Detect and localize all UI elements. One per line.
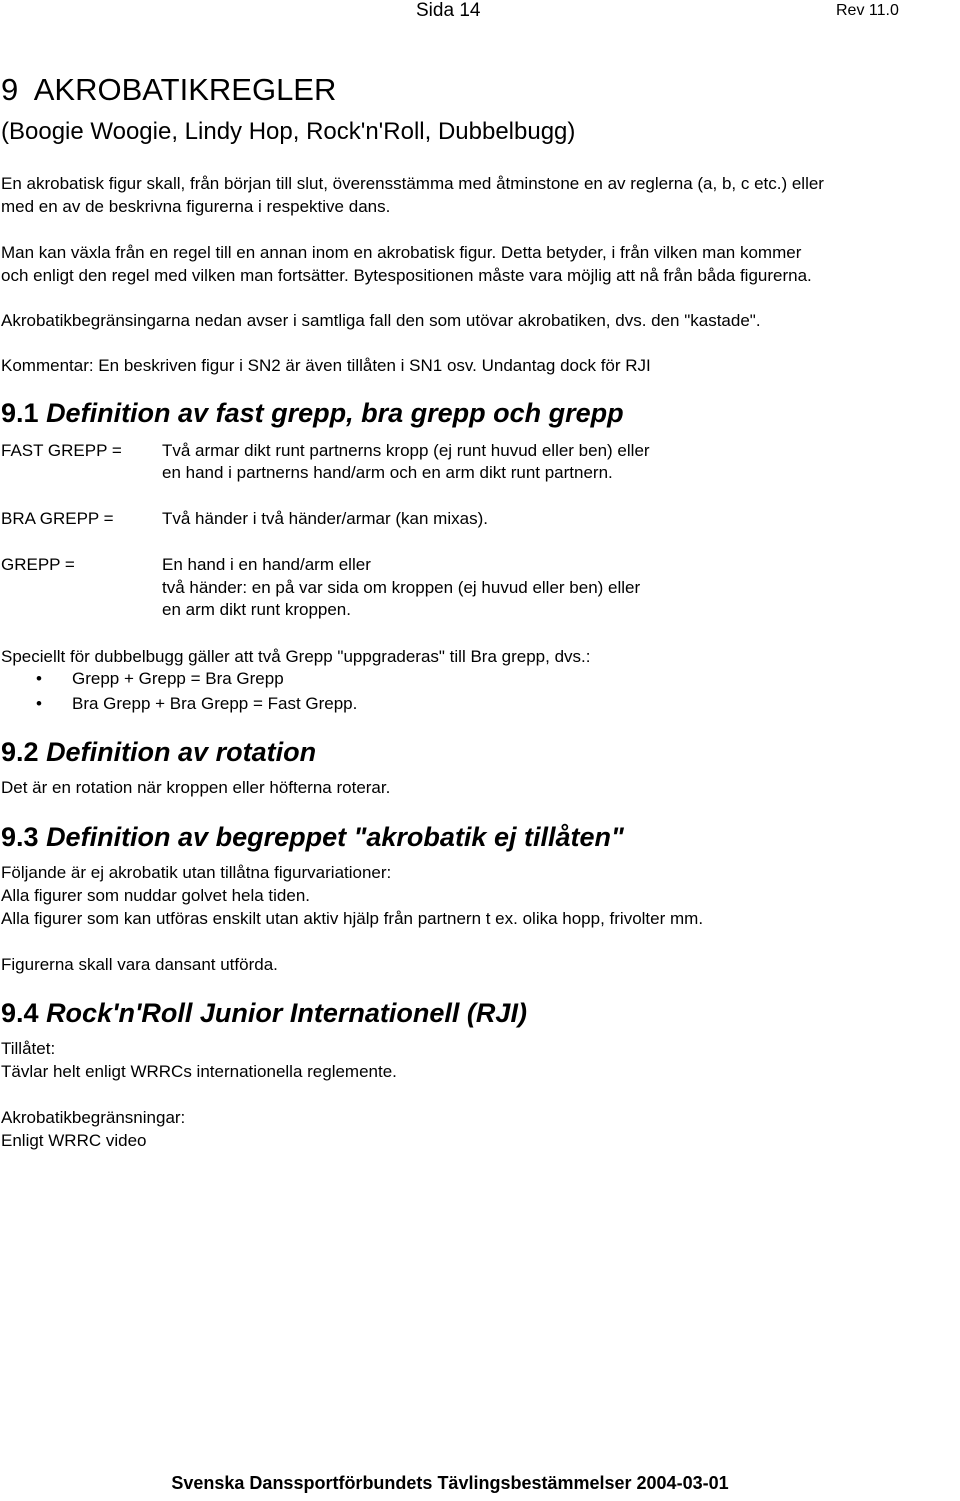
page-label: Sida <box>416 0 455 21</box>
fast-grepp-def-line-1: Två armar dikt runt partnerns kropp (ej runt huvud eller ben) eller <box>162 441 650 460</box>
intro-paragraph-4: Kommentar: En beskriven figur i SN2 är även tillåten i SN1 osv. Undantag dock för RJI <box>1 356 651 375</box>
intro-paragraph-2-line-1: Man kan växla från en regel till en annan inom en akrobatisk figur. Detta betyder, i från vilken man kommer <box>1 243 802 262</box>
section-9-3-line-3: Alla figurer som kan utföras enskilt utan aktiv hjälp från partnern t ex. olika hopp, frivolter mm. <box>1 909 704 928</box>
section-9-1-heading <box>1 398 624 429</box>
fast-grepp-def-line-2: en hand i partnerns hand/arm och en arm dikt runt partnern. <box>162 463 613 482</box>
section-9-4-number: 9.4 <box>1 998 39 1028</box>
intro-paragraph-1-line-1: En akrobatisk figur skall, från början till slut, överensstämma med åtminstone en av reglerna (a, b, c etc.) eller <box>1 174 824 193</box>
chapter-subtitle: (Boogie Woogie, Lindy Hop, Rock'n'Roll, Dubbelbugg) <box>1 118 576 145</box>
grepp-def-line-1: En hand i en hand/arm eller <box>162 555 371 574</box>
allowed-label: Tillåtet: <box>1 1039 56 1058</box>
section-9-3-heading <box>1 822 624 853</box>
intro-paragraph-3: Akrobatikbegränsingarna nedan avser i samtliga fall den som utövar akrobatiken, dvs. den "kastade". <box>1 311 761 330</box>
grepp-def-line-3: en arm dikt runt kroppen. <box>162 600 351 619</box>
section-9-2-number: 9.2 <box>1 737 39 767</box>
chapter-title: 9 AKROBATIKREGLER <box>1 72 337 107</box>
acrobatic-limits-text: Enligt WRRC video <box>1 1131 147 1150</box>
page-number <box>416 0 480 22</box>
intro-paragraph-1-line-2: med en av de beskrivna figurerna i respektive dans. <box>1 197 391 216</box>
section-9-2-title: Definition av rotation <box>46 737 317 767</box>
bullet-marker: • <box>36 694 42 713</box>
section-9-4-title: Rock'n'Roll Junior Internationell (RJI) <box>46 998 527 1028</box>
bullet-item-2: Bra Grepp + Bra Grepp = Fast Grepp. <box>72 694 358 713</box>
fast-grepp-term: FAST GREPP = <box>1 441 122 460</box>
document-footer: Svenska Danssportförbundets Tävlingsbestämmelser 2004-03-01 <box>171 1473 729 1493</box>
allowed-text: Tävlar helt enligt WRRCs internationella reglemente. <box>1 1062 397 1081</box>
intro-paragraph-2-line-2: och enligt den regel med vilken man fortsätter. Bytespositionen måste vara möjlig att nå från båda figurerna. <box>1 266 812 285</box>
acrobatic-limits-label: Akrobatikbegränsningar: <box>1 1108 186 1127</box>
bra-grepp-def: Två händer i två händer/armar (kan mixas). <box>162 509 488 528</box>
bullet-item-1: Grepp + Grepp = Bra Grepp <box>72 669 284 688</box>
section-9-3-line-4: Figurerna skall vara dansant utförda. <box>1 955 278 974</box>
section-9-4-heading <box>1 998 527 1029</box>
dubbelbugg-note: Speciellt för dubbelbugg gäller att två Grepp "uppgraderas" till Bra grepp, dvs.: <box>1 647 591 666</box>
section-9-1-title: Definition av fast grepp, bra grepp och grepp <box>46 398 624 428</box>
section-9-3-number: 9.3 <box>1 822 39 852</box>
grepp-def-line-2: två händer: en på var sida om kroppen (ej huvud eller ben) eller <box>162 578 641 597</box>
section-9-3-title: Definition av begreppet "akrobatik ej tillåten" <box>46 822 624 852</box>
page-number-value: 14 <box>459 0 481 21</box>
section-9-2-heading <box>1 737 316 768</box>
revision-label: Rev 11.0 <box>836 2 899 19</box>
rotation-definition: Det är en rotation när kroppen eller höfterna roterar. <box>1 778 391 797</box>
bra-grepp-term: BRA GREPP = <box>1 509 114 528</box>
section-9-3-line-2: Alla figurer som nuddar golvet hela tiden. <box>1 886 311 905</box>
section-9-1-number: 9.1 <box>1 398 39 428</box>
grepp-term: GREPP = <box>1 555 75 574</box>
bullet-marker: • <box>36 669 42 688</box>
section-9-3-line-1: Följande är ej akrobatik utan tillåtna figurvariationer: <box>1 863 392 882</box>
